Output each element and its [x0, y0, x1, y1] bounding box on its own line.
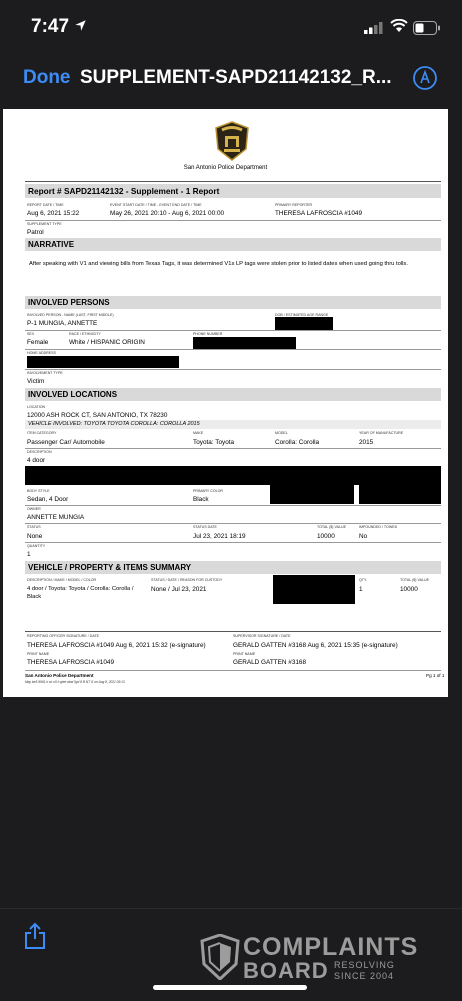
involved-locations-header: INVOLVED LOCATIONS	[25, 388, 441, 401]
redaction-bar	[27, 356, 179, 368]
markup-pen-icon[interactable]	[413, 66, 437, 90]
footer-department: San Antonio Police Department	[25, 673, 94, 678]
status-date: Jul 23, 2021 18:19	[193, 533, 246, 540]
label: HOME ADDRESS	[27, 351, 56, 355]
summary-qty: 1	[359, 586, 363, 593]
supervisor-signature: GERALD GATTEN #3168 Aug 6, 2021 15:35 (e-signature)	[233, 642, 398, 649]
vehicle-description: 4 door	[27, 457, 46, 464]
label: REPORTING OFFICER SIGNATURE / DATE	[27, 634, 100, 638]
divider	[25, 505, 441, 506]
label: SUPPLEMENT TYPE	[27, 222, 62, 226]
watermark-tagline: RESOLVING SINCE 2004	[334, 960, 395, 981]
label: MODEL	[275, 431, 288, 435]
divider	[25, 349, 441, 350]
narrative-text: After speaking with V1 and viewing bills from Texas Tags, it was determined V1s LP tags were stolen prior to listed dates when used going thru tolls.	[29, 261, 408, 267]
divider	[25, 448, 441, 449]
supplement-type: Patrol	[27, 229, 44, 236]
battery-icon	[413, 21, 441, 35]
event-dates: May 26, 2021 20:10 - Aug 6, 2021 00:00	[110, 210, 225, 217]
impounded: No	[359, 533, 368, 540]
redaction-bar	[193, 337, 296, 349]
summary-status: None / Jul 23, 2021	[151, 586, 207, 593]
label: YEAR OF MANUFACTURE	[359, 431, 404, 435]
label: PRINT NAME	[27, 652, 50, 656]
watermark-line1: COMPLAINTS	[243, 933, 419, 961]
redaction-bar	[25, 466, 441, 485]
done-button[interactable]: Done	[23, 67, 71, 88]
divider	[25, 670, 441, 671]
vehicle-make: Toyota: Toyota	[193, 439, 235, 446]
department-name: San Antonio Police Department	[183, 165, 268, 171]
label: TOTAL ($) VALUE	[400, 578, 430, 582]
supervisor-print-name: GERALD GATTEN #3168	[233, 659, 307, 666]
location-address: 12000 ASH ROCK CT, SAN ANTONIO, TX 78230	[27, 412, 168, 419]
primary-reporter: THERESA LAFROSCIA #1049	[275, 210, 363, 217]
narrative-header: NARRATIVE	[25, 238, 441, 251]
total-value: 10000	[317, 533, 335, 540]
owner-name: ANNETTE MUNGIA	[27, 514, 85, 521]
involvement-type: Victim	[27, 378, 45, 385]
label: QTY.	[359, 578, 367, 582]
summary-header: VEHICLE / PROPERTY & ITEMS SUMMARY	[25, 561, 441, 574]
label: RACE / ETHNICITY	[69, 332, 101, 336]
label: PRIMARY COLOR	[193, 489, 224, 493]
footer-small-print: May be5-9991 ri sh o5 h glee alod 5yd 8 B NT G on Aug 8, 2021 09:13	[25, 680, 125, 684]
label: TOTAL ($) VALUE	[317, 525, 347, 529]
wifi-icon	[390, 19, 408, 33]
sex: Female	[27, 339, 49, 346]
watermark-line2: BOARD	[243, 958, 329, 983]
label: DESCRIPTION / MAKE / MODEL / COLOR	[27, 578, 97, 582]
document-title: SUPPLEMENT-SAPD21142132_R...	[80, 67, 392, 88]
label: ITEM CATEGORY	[27, 431, 57, 435]
involved-person: P-1 MUNGIA, ANNETTE	[27, 320, 98, 327]
vehicle-model: Corolla: Corolla	[275, 439, 320, 446]
label: MAKE	[193, 431, 204, 435]
cellular-signal-icon	[364, 22, 384, 34]
redaction-bar	[275, 317, 333, 330]
clock: 7:47	[31, 16, 70, 37]
officer-print-name: THERESA LAFROSCIA #1049	[27, 659, 115, 666]
label: INVOLVEMENT TYPE	[27, 371, 63, 375]
page-number: Pg 1 of 1	[426, 673, 445, 678]
share-icon[interactable]	[22, 922, 48, 950]
vehicle-involved-row: VEHICLE INVOLVED: TOYOTA TOYOTA COROLLA: COROLLA 2015	[25, 420, 441, 429]
label: EVENT START DATE / TIME - EVENT END DATE / TIME	[110, 203, 202, 207]
document-page	[3, 109, 448, 697]
label: DOB / ESTIMATED AGE RANGE	[275, 313, 329, 317]
report-date: Aug 6, 2021 15:22	[27, 210, 80, 217]
label: REPORT DATE / TIME	[27, 203, 64, 207]
label: OWNER	[27, 507, 41, 511]
item-category: Passenger Car/ Automobile	[27, 439, 105, 446]
location-arrow-icon	[74, 19, 87, 32]
nav-bar	[0, 60, 462, 100]
summary-description: 4 door / Toyota: Toyota / Corolla: Corolla / Black	[27, 586, 134, 600]
label: SEX	[27, 332, 35, 336]
label: IMPOUNDED / TOWED	[359, 525, 398, 529]
complaints-board-shield-logo	[200, 934, 240, 980]
body-style: Sedan, 4 Door	[27, 496, 69, 503]
label: INVOLVED PERSON - NAME (LAST, FIRST MIDDLE)	[27, 313, 114, 317]
label: SUPERVISOR SIGNATURE / DATE	[233, 634, 291, 638]
status: None	[27, 533, 43, 540]
label: STATUS DATE	[193, 525, 217, 529]
label: LOCATION	[27, 405, 46, 409]
quantity: 1	[27, 551, 31, 558]
divider	[25, 631, 441, 632]
summary-total: 10000	[400, 586, 418, 593]
redaction-bar	[270, 485, 354, 504]
involved-persons-header: INVOLVED PERSONS	[25, 296, 441, 309]
label: BODY STYLE	[27, 489, 50, 493]
redaction-bar	[359, 485, 441, 504]
home-indicator	[153, 985, 307, 990]
divider	[25, 330, 441, 331]
label: PRINT NAME	[233, 652, 256, 656]
label: STATUS / DATE / REASON FOR CUSTODY	[151, 578, 223, 582]
label: DESCRIPTION	[27, 450, 52, 454]
race-ethnicity: White / HISPANIC ORIGIN	[69, 339, 145, 346]
report-title: Report # SAPD21142132 - Supplement - 1 Report	[25, 184, 441, 198]
police-badge-logo	[214, 121, 250, 161]
status-bar	[0, 0, 462, 52]
label: STATUS	[27, 525, 41, 529]
divider	[25, 181, 441, 182]
divider	[25, 542, 441, 543]
label: PRIMARY REPORTER	[275, 203, 313, 207]
divider	[25, 523, 441, 524]
primary-color: Black	[193, 496, 209, 503]
officer-signature: THERESA LAFROSCIA #1049 Aug 6, 2021 15:32 (e-signature)	[27, 642, 206, 649]
vehicle-year: 2015	[359, 439, 374, 446]
label: PHONE NUMBER	[193, 332, 223, 336]
divider	[25, 220, 441, 221]
divider	[25, 369, 441, 370]
redaction-bar	[273, 575, 355, 604]
label: QUANTITY	[27, 544, 46, 548]
